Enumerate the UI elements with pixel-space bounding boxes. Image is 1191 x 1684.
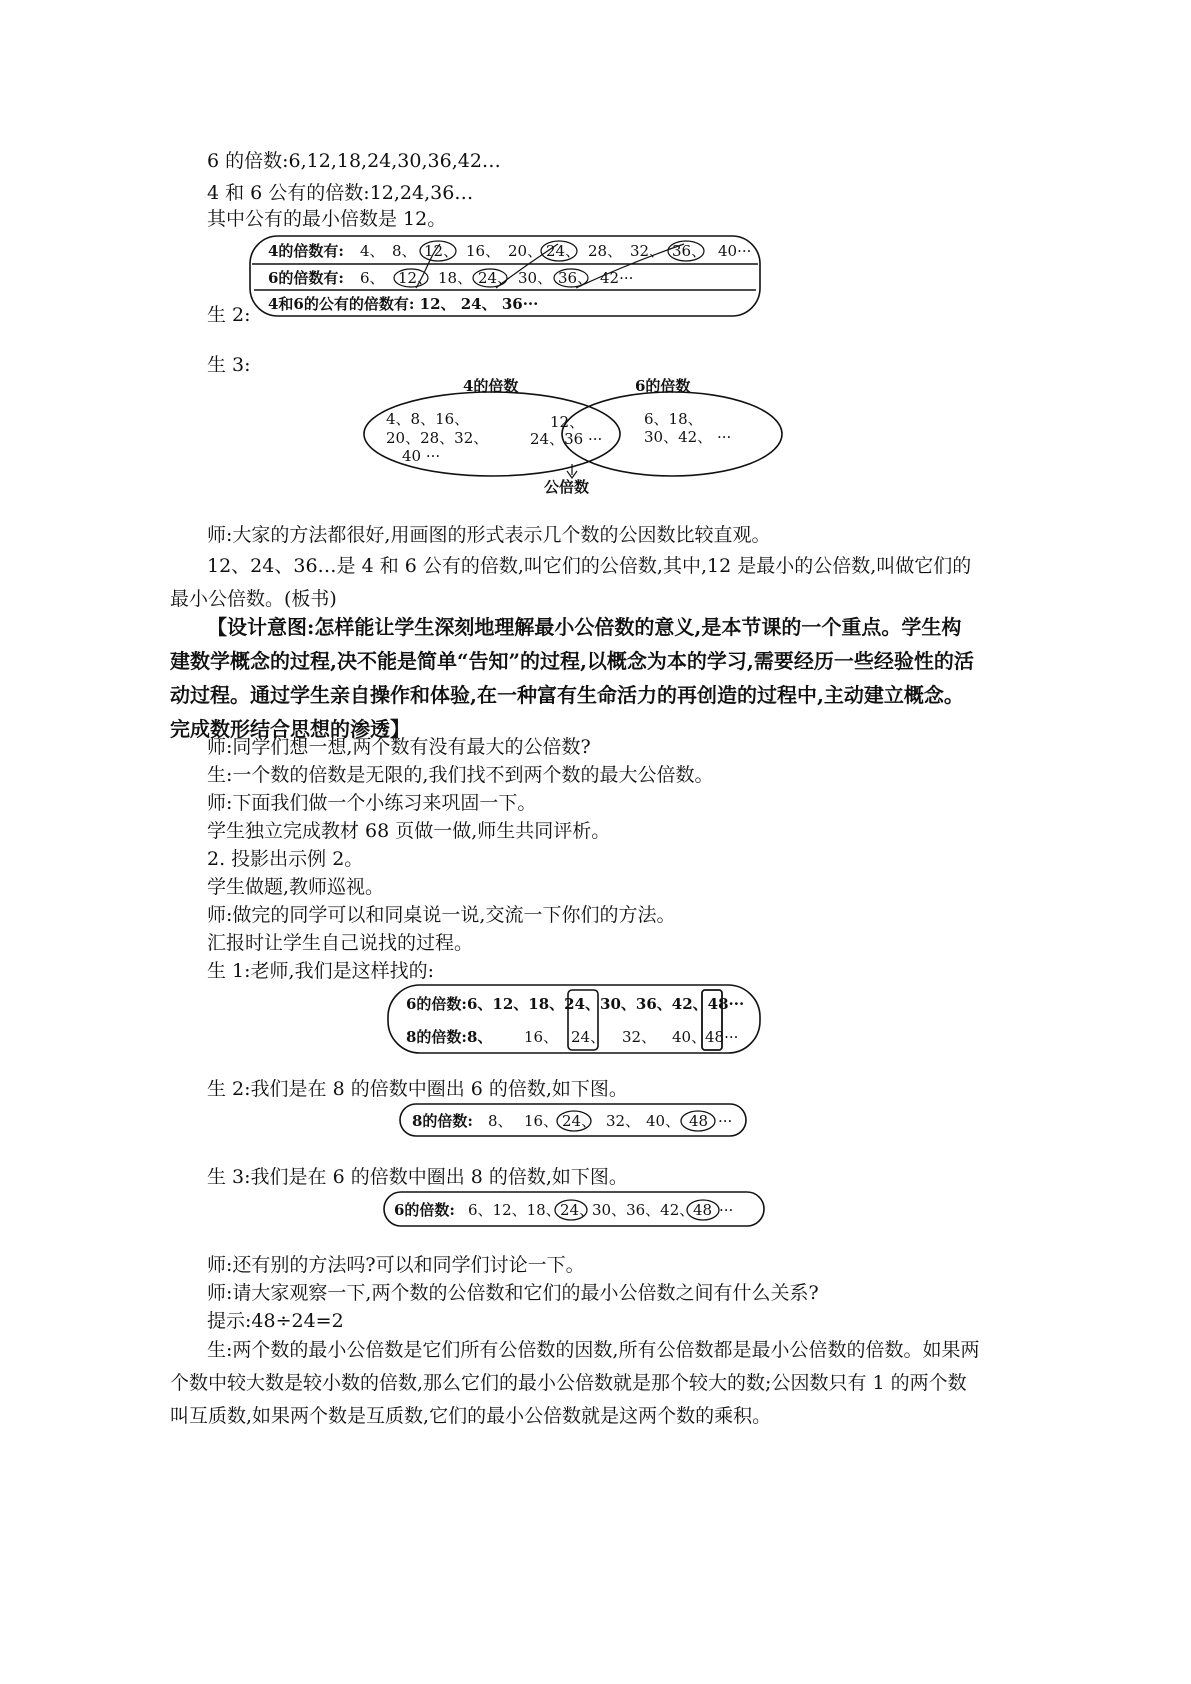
value: 16、 — [466, 242, 501, 260]
text-line: 师:还有别的方法吗?可以和同学们讨论一下。 — [207, 1254, 585, 1276]
text-line: 生 3:我们是在 6 的倍数中圈出 8 的倍数,如下图。 — [207, 1166, 628, 1188]
value: 36、 — [672, 242, 707, 260]
text-line: 汇报时让学生自己说找的过程。 — [207, 932, 474, 954]
set-value: 24、36 ··· — [530, 430, 603, 448]
value: 40、 — [672, 1028, 707, 1046]
value: ··· — [719, 1201, 734, 1219]
text-line: 师:请大家观察一下,两个数的公倍数和它们的最小公倍数之间有什么关系? — [207, 1282, 819, 1304]
text-line: 师:大家的方法都很好,用画图的形式表示几个数的公因数比较直观。 — [207, 524, 771, 546]
set-title: 6的倍数 — [635, 377, 691, 395]
value: 24、 — [546, 242, 581, 260]
set-value: 30、42、 ··· — [644, 428, 732, 446]
row-label: 8的倍数: — [412, 1112, 473, 1130]
value: 24、 — [571, 1028, 606, 1046]
value: 30、 — [518, 269, 553, 287]
value: 32、 — [622, 1028, 657, 1046]
multiples-of-8-figure — [396, 1100, 752, 1140]
text-line: 师:同学们想一想,两个数有没有最大的公倍数? — [207, 736, 591, 758]
text-line: 生 2: — [207, 304, 251, 326]
value: ··· — [718, 1112, 733, 1130]
value: 24、 — [562, 1112, 597, 1130]
text-line: 其中公有的最小倍数是 12。 — [207, 208, 447, 230]
row-label: 6的倍数: — [394, 1201, 455, 1219]
text-line: 4 和 6 公有的倍数:12,24,36… — [207, 182, 474, 204]
value: 8、 — [488, 1112, 513, 1130]
value: 12、 — [424, 242, 459, 260]
value: 12、 — [398, 269, 433, 287]
set-value: 40 ··· — [402, 447, 441, 465]
text-line: 学生独立完成教材 68 页做一做,师生共同评析。 — [207, 820, 611, 842]
value: 32、 — [630, 242, 665, 260]
row-common: 4和6的公有的倍数有: 12、 24、 36··· — [268, 295, 539, 313]
two-row-multiples-figure — [384, 982, 764, 1056]
set-value: 4、8、16、 — [386, 410, 470, 428]
value: 24、 — [478, 269, 513, 287]
value: 36、 — [558, 269, 593, 287]
row-label: 8的倍数:8、 — [406, 1028, 493, 1046]
row-6: 6的倍数:6、12、18、24、30、36、42、48··· — [406, 995, 745, 1013]
value: 6、12、18、 — [468, 1201, 561, 1219]
row-label: 4的倍数有: — [268, 242, 344, 260]
value: 18、 — [438, 269, 473, 287]
value: 30、36、42、 — [592, 1201, 695, 1219]
multiples-of-6-figure — [380, 1188, 770, 1230]
value: 28、 — [588, 242, 623, 260]
value: 32、 — [606, 1112, 641, 1130]
value: 24、 — [560, 1201, 595, 1219]
text-line: 生 2:我们是在 8 的倍数中圈出 6 的倍数,如下图。 — [207, 1078, 628, 1100]
value: 20、 — [508, 242, 543, 260]
text-line: 学生做题,教师巡视。 — [207, 876, 385, 898]
value: 40··· — [718, 242, 752, 260]
set-value: 12、 — [550, 413, 585, 431]
text-line: 师:做完的同学可以和同桌说一说,交流一下你们的方法。 — [207, 904, 676, 926]
intersection-label: 公倍数 — [544, 478, 590, 496]
value: 16、 — [524, 1028, 559, 1046]
value: 4、 — [360, 242, 385, 260]
value: 40、 — [646, 1112, 681, 1130]
value: 48 — [689, 1112, 709, 1130]
text-line: 6 的倍数:6,12,18,24,30,36,42… — [207, 150, 501, 172]
value: 16、 — [524, 1112, 559, 1130]
value: 6、 — [360, 269, 385, 287]
design-intent: 【设计意图:怎样能让学生深刻地理解最小公倍数的意义,是本节课的一个重点。学生构建数学概念的过程,决不能是简单“告知”的过程,以概念为本的学习,需要经历一些经验性的活动过程。通过学生亲自操作和体验,在一种富有生命活力的再创造的过程中,主动建立概念。完成数形结合思想的渗透】 — [170, 615, 974, 741]
text-line: 2. 投影出示例 2。 — [207, 848, 364, 870]
value: 48··· — [705, 1028, 739, 1046]
paragraph: 生:两个数的最小公倍数是它们所有公倍数的因数,所有公倍数都是最小公倍数的倍数。如果两个数中较大数是较小数的倍数,那么它们的最小公倍数就是那个较大的数;公因数只有 1 的两个数叫互质数,如果两个数是互质数,它们的最小公倍数就是这两个数的乘积。 — [170, 1339, 980, 1427]
text-line: 生 3: — [207, 354, 251, 376]
set-title: 4的倍数 — [463, 377, 519, 395]
venn-diagram — [360, 372, 790, 502]
text-line: 生:一个数的倍数是无限的,我们找不到两个数的最大公倍数。 — [207, 764, 714, 786]
value: 42··· — [600, 269, 634, 287]
paragraph: 12、24、36…是 4 和 6 公有的倍数,叫它们的公倍数,其中,12 是最小的公倍数,叫做它们的最小公倍数。(板书) — [170, 555, 972, 610]
text-line: 生 1:老师,我们是这样找的: — [207, 960, 434, 982]
text-line: 师:下面我们做一个小练习来巩固一下。 — [207, 792, 537, 814]
text-line: 提示:48÷24=2 — [207, 1310, 344, 1332]
row-label: 6的倍数有: — [268, 269, 344, 287]
multiples-table-figure — [240, 232, 765, 320]
set-value: 20、28、32、 — [386, 429, 489, 447]
set-value: 6、18、 — [644, 410, 703, 428]
value: 8、 — [392, 242, 417, 260]
value: 48 — [693, 1201, 713, 1219]
